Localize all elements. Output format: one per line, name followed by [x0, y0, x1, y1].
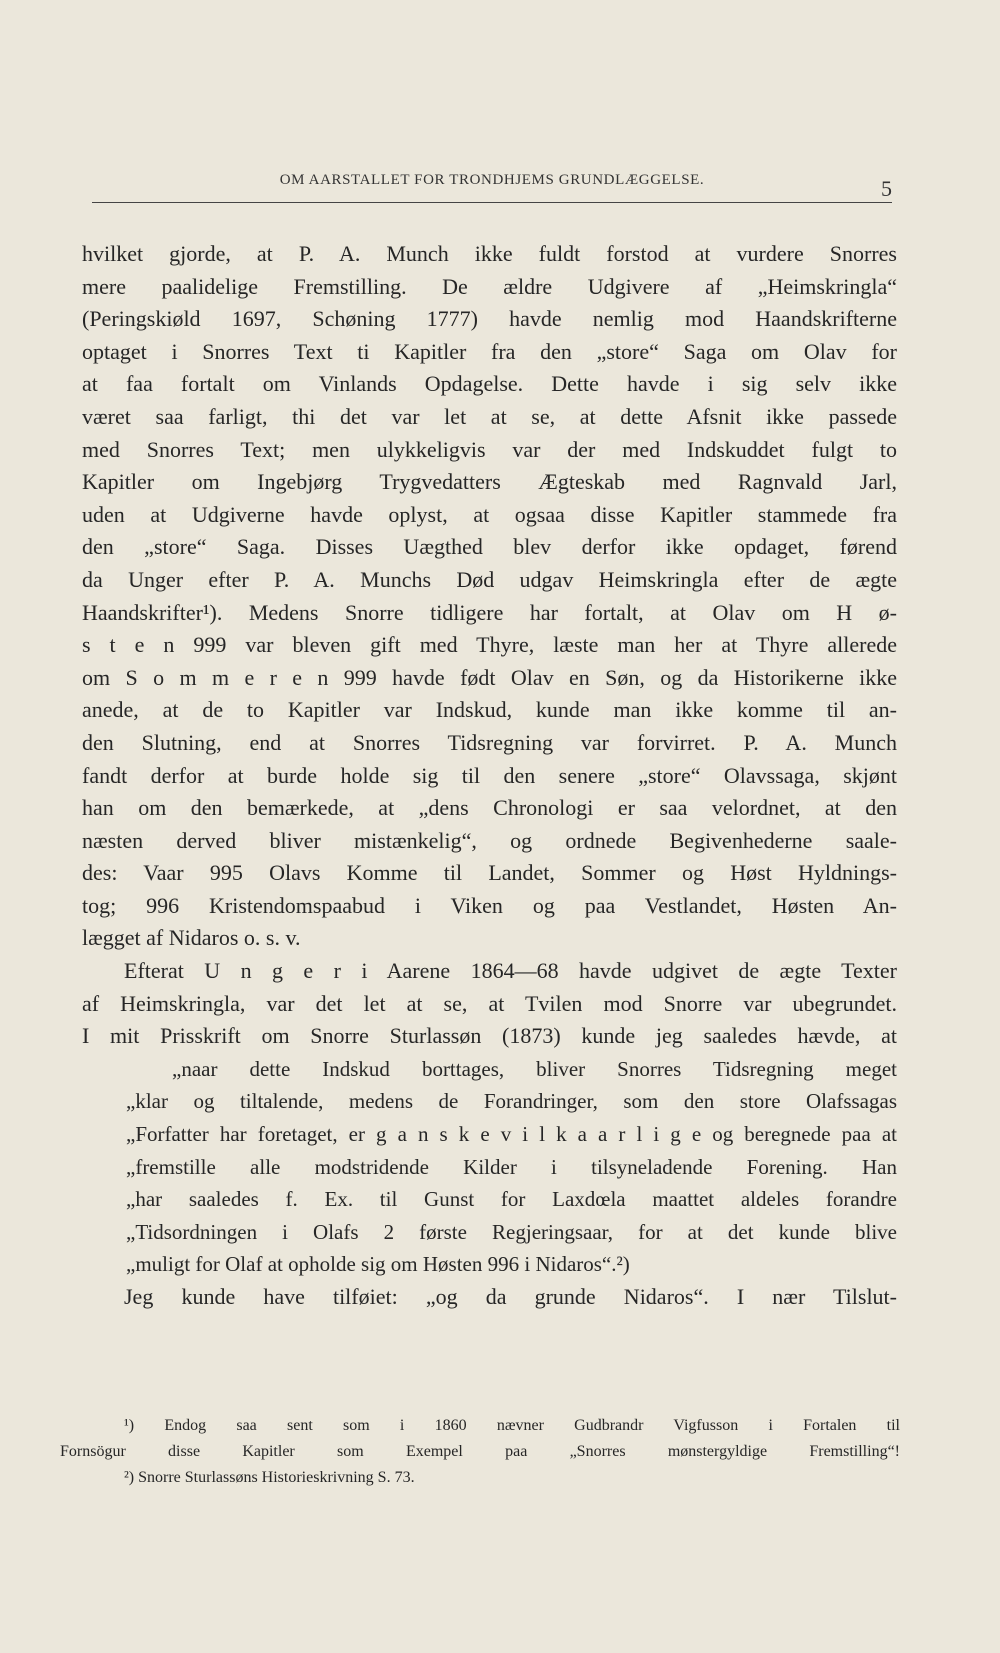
text-line: med Snorres Text; men ulykkeligvis var der med Indskuddet fulgt to: [82, 436, 897, 462]
quote-line: „klar og tiltalende, medens de Forandringer, som den store Olafssagas: [126, 1089, 897, 1114]
text-line: fandt derfor at burde holde sig til den senere „store“ Olavssaga, skjønt: [82, 762, 897, 788]
body-text: [82, 238, 897, 1314]
text-line: optaget i Snorres Text ti Kapitler fra den „store“ Saga om Olav for: [82, 338, 897, 364]
footnotes: [60, 1413, 900, 1491]
footnote-line: Fornsögur disse Kapitler som Exempel paa „Snorres mønstergyldige Fremstilling“!: [60, 1443, 900, 1460]
text-line: Haandskrifter¹). Medens Snorre tidligere har fortalt, at Olav om H ø-: [82, 599, 897, 625]
text-line: lægget af Nidaros o. s. v.: [82, 925, 301, 951]
text-line: (Peringskiøld 1697, Schøning 1777) havde nemlig mod Haandskrifterne: [82, 306, 897, 332]
paragraph-start-line: Efterat U n g e r i Aarene 1864—68 havde udgivet de ægte Texter: [124, 958, 897, 984]
text-line: at faa fortalt om Vinlands Opdagelse. Dette havde i sig selv ikke: [82, 371, 897, 397]
quote-line: „Forfatter har foretaget, er g a n s k e v i l k a a r l i g e og beregnede paa at: [126, 1122, 897, 1147]
footnote-line: ¹) Endog saa sent som i 1860 nævner Gudbrandr Vigfusson i Fortalen til: [124, 1417, 900, 1434]
text-line: den Slutning, end at Snorres Tidsregning var forvirret. P. A. Munch: [82, 729, 897, 755]
quote-line: „har saaledes f. Ex. til Gunst for Laxdœla maattet aldeles forandre: [126, 1187, 897, 1212]
text-line: tog; 996 Kristendomspaabud i Viken og paa Vestlandet, Høsten An-: [82, 892, 897, 918]
text-line: været saa farligt, thi det var let at se, at dette Afsnit ikke passede: [82, 403, 897, 429]
text-line: Kapitler om Ingebjørg Trygvedatters Ægteskab med Ragnvald Jarl,: [82, 469, 897, 495]
running-title: OM AARSTALLET FOR TRONDHJEMS GRUNDLÆGGELSE.: [279, 172, 705, 188]
text-line: hvilket gjorde, at P. A. Munch ikke fuldt forstod at vurdere Snorres: [82, 241, 897, 266]
running-head: [92, 170, 892, 200]
text-line: uden at Udgiverne havde oplyst, at ogsaa disse Kapitler stammede fra: [82, 501, 897, 527]
text-line: anede, at de to Kapitler var Indskud, kunde man ikke komme til an-: [82, 697, 897, 723]
text-line: af Heimskringla, var det let at se, at Tvilen mod Snorre var ubegrundet.: [82, 990, 897, 1016]
text-line: den „store“ Saga. Disses Uægthed blev derfor ikke opdaget, førend: [82, 534, 897, 560]
text-line: næsten derved bliver mistænkelig“, og ordnede Begivenhederne saale-: [82, 827, 897, 853]
text-line: des: Vaar 995 Olavs Komme til Landet, Sommer og Høst Hyldnings-: [82, 860, 897, 886]
quote-line: „muligt for Olaf at opholde sig om Høsten 996 i Nidaros“.²): [126, 1252, 630, 1277]
footnote-line: ²) Snorre Sturlassøns Historieskrivning S. 73.: [124, 1469, 415, 1486]
text-line: s t e n 999 var bleven gift med Thyre, læste man her at Thyre allerede: [82, 632, 897, 658]
header-rule: [92, 202, 892, 203]
quote-line: „Tidsordningen i Olafs 2 første Regjeringsaar, for at det kunde blive: [126, 1219, 897, 1244]
text-line: I mit Prisskrift om Snorre Sturlassøn (1873) kunde jeg saaledes hævde, at: [82, 1023, 897, 1049]
text-line: mere paalidelige Fremstilling. De ældre Udgivere af „Heimskringla“: [82, 273, 897, 299]
page-number: 5: [881, 176, 892, 201]
text-line: han om den bemærkede, at „dens Chronologi er saa velordnet, at den: [82, 795, 897, 821]
quote-line: „naar dette Indskud borttages, bliver Snorres Tidsregning meget: [172, 1056, 897, 1081]
quote-line: „fremstille alle modstridende Kilder i tilsyneladende Forening. Han: [126, 1154, 897, 1179]
text-line: da Unger efter P. A. Munchs Død udgav Heimskringla efter de ægte: [82, 566, 897, 592]
text-line: om S o m m e r e n 999 havde født Olav en Søn, og da Historikerne ikke: [82, 664, 897, 690]
paragraph-start-line: Jeg kunde have tilføiet: „og da grunde Nidaros“. I nær Tilslut-: [124, 1284, 897, 1309]
